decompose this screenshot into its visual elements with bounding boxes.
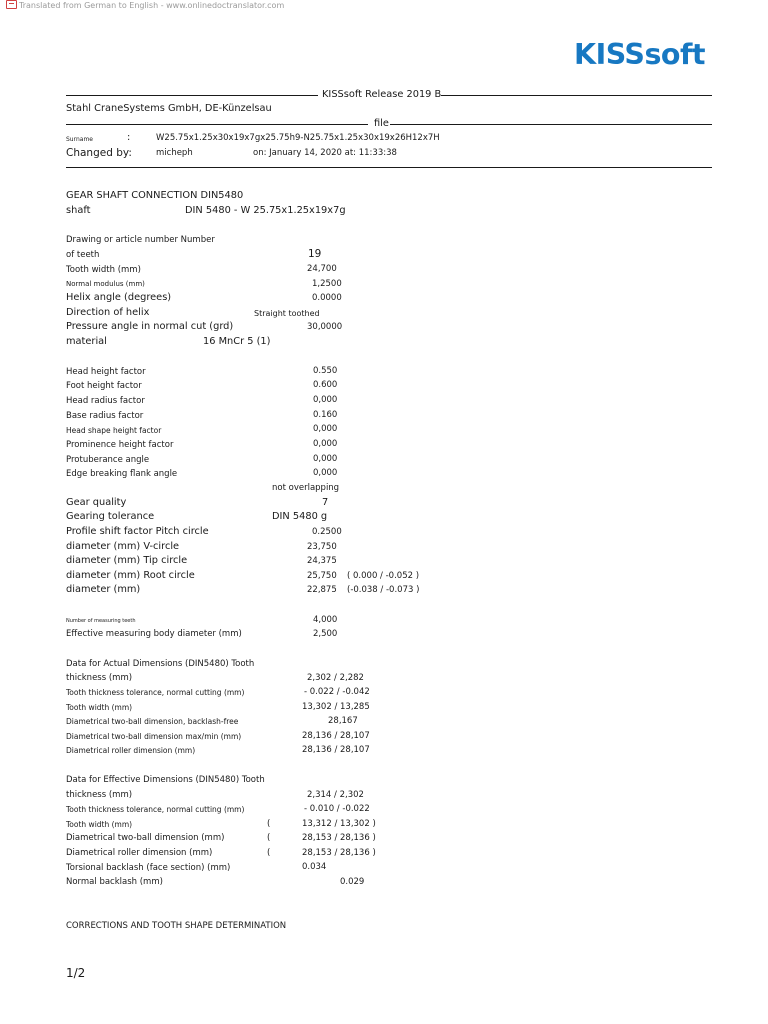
tip-circle-label: diameter (mm) Root circle bbox=[66, 570, 195, 581]
pressure-angle-value: 30,0000 bbox=[307, 322, 343, 332]
material-label: material bbox=[66, 336, 107, 347]
surname-label: Surname bbox=[66, 136, 93, 143]
shaft-value: DIN 5480 - W 25.75x1.25x19x7g bbox=[185, 205, 346, 216]
helix-angle-label: Helix angle (degrees) bbox=[66, 292, 172, 303]
corrections-title: CORRECTIONS AND TOOTH SHAPE DETERMINATION bbox=[66, 921, 287, 931]
effective-row-label: thickness (mm) bbox=[66, 790, 133, 800]
shaft-label: shaft bbox=[66, 205, 91, 216]
actual-title: Data for Actual Dimensions (DIN5480) Tooth bbox=[66, 659, 255, 669]
effective-row-value: 28,153 / 28,136 ) bbox=[302, 833, 376, 843]
company-name: Stahl CraneSystems GmbH, DE-Künzelsau bbox=[66, 103, 272, 114]
pressure-angle-label: Pressure angle in normal cut (grd) bbox=[66, 321, 234, 332]
measuring-teeth-label: Number of measuring teeth bbox=[66, 618, 136, 624]
factor-value: 0,000 bbox=[313, 395, 338, 405]
actual-row-label: Tooth thickness tolerance, normal cutting (mm) bbox=[66, 688, 245, 697]
normal-modulus-label: Normal modulus (mm) bbox=[66, 280, 145, 288]
profile-shift-label: Profile shift factor Pitch circle bbox=[66, 526, 209, 537]
rule-file-left bbox=[66, 124, 368, 125]
actual-row-label: Diametrical two-ball dimension, backlash-free bbox=[66, 717, 239, 726]
measuring-diameter-value: 2,500 bbox=[313, 629, 338, 639]
effective-row-label: Tooth thickness tolerance, normal cutting (mm) bbox=[66, 805, 245, 814]
factor-label: Base radius factor bbox=[66, 411, 144, 421]
effective-row-value: 28,153 / 28,136 ) bbox=[302, 848, 376, 858]
gear-quality-value: 7 bbox=[322, 497, 329, 508]
actual-row-value: 13,302 / 13,285 bbox=[302, 702, 370, 712]
changed-by-label: Changed by: bbox=[66, 147, 132, 159]
rule-file-right bbox=[390, 124, 712, 125]
gearing-tolerance-value: DIN 5480 g bbox=[272, 511, 328, 522]
effective-row-value: 2,314 / 2,302 bbox=[307, 790, 364, 800]
kisssoft-logo: KISSsoft bbox=[574, 38, 706, 71]
effective-row-label: Diametrical two-ball dimension (mm) bbox=[66, 833, 225, 843]
drawing-number-label: Drawing or article number Number bbox=[66, 235, 215, 245]
effective-title: Data for Effective Dimensions (DIN5480) Tooth bbox=[66, 775, 265, 785]
actual-row-label: Tooth width (mm) bbox=[66, 703, 133, 712]
factor-label: Foot height factor bbox=[66, 381, 142, 391]
v-circle-value: 24,375 bbox=[307, 556, 337, 566]
actual-row-value: 28,136 / 28,107 bbox=[302, 731, 370, 741]
page-number: 1/2 bbox=[66, 966, 86, 980]
factor-label: Protuberance angle bbox=[66, 455, 150, 465]
release-text: KISSsoft Release 2019 B bbox=[322, 89, 442, 100]
gearing-tolerance-label: Gearing tolerance bbox=[66, 511, 155, 522]
tip-circle-tolerance: ( 0.000 / -0.052 ) bbox=[347, 571, 420, 581]
changed-on: on: January 14, 2020 at: 11:33:38 bbox=[253, 148, 397, 158]
teeth-value: 19 bbox=[308, 248, 322, 260]
translator-icon bbox=[6, 0, 17, 9]
factor-value: 0.600 bbox=[313, 380, 338, 390]
actual-row-label: Diametrical two-ball dimension max/min (mm) bbox=[66, 732, 242, 741]
actual-row-label: Diametrical roller dimension (mm) bbox=[66, 746, 196, 755]
translation-banner[interactable] bbox=[6, 0, 284, 10]
factor-value: 0,000 bbox=[313, 439, 338, 449]
surname-value: W25.75x1.25x30x19x7gx25.75h9-N25.75x1.25x30x19x26H12x7H bbox=[156, 133, 440, 143]
factor-label: Prominence height factor bbox=[66, 440, 174, 450]
pitch-diameter-label: diameter (mm) V-circle bbox=[66, 541, 180, 552]
effective-row-paren: ( bbox=[267, 833, 271, 843]
effective-row-paren: ( bbox=[267, 819, 271, 829]
helix-angle-value: 0.0000 bbox=[312, 293, 342, 303]
tip-circle-value: 25,750 bbox=[307, 571, 337, 581]
changed-by-value: micheph bbox=[156, 148, 193, 158]
helix-direction-label: Direction of helix bbox=[66, 307, 150, 318]
actual-row-value: 2,302 / 2,282 bbox=[307, 673, 364, 683]
effective-row-paren: ( bbox=[267, 848, 271, 858]
helix-direction-value: Straight toothed bbox=[254, 309, 320, 318]
not-overlapping: not overlapping bbox=[272, 483, 340, 493]
teeth-label: of teeth bbox=[66, 250, 100, 260]
measuring-diameter-label: Effective measuring body diameter (mm) bbox=[66, 629, 242, 639]
factor-value: 0.550 bbox=[313, 366, 338, 376]
actual-row-value: 28,167 bbox=[328, 716, 358, 726]
v-circle-label: diameter (mm) Tip circle bbox=[66, 555, 188, 566]
factor-value: 0,000 bbox=[313, 424, 338, 434]
profile-shift-value: 0.2500 bbox=[312, 527, 342, 537]
root-circle-value: 22,875 bbox=[307, 585, 337, 595]
measuring-teeth-value: 4,000 bbox=[313, 615, 338, 625]
effective-row-value: 13,312 / 13,302 ) bbox=[302, 819, 376, 829]
rule-release-left bbox=[66, 95, 318, 96]
file-label: file bbox=[374, 118, 389, 129]
effective-row-label: Tooth width (mm) bbox=[66, 820, 133, 829]
effective-row-value: 0.029 bbox=[340, 877, 365, 887]
effective-row-label: Normal backlash (mm) bbox=[66, 877, 163, 887]
effective-row-value: - 0.010 / -0.022 bbox=[304, 804, 370, 814]
factor-label: Head height factor bbox=[66, 367, 146, 377]
root-circle-label: diameter (mm) bbox=[66, 584, 141, 595]
actual-row-label: thickness (mm) bbox=[66, 673, 133, 683]
effective-row-value: 0.034 bbox=[302, 862, 327, 872]
factor-value: 0,000 bbox=[313, 468, 338, 478]
pitch-diameter-value: 23,750 bbox=[307, 542, 337, 552]
rule-release-right bbox=[441, 95, 712, 96]
effective-row-label: Diametrical roller dimension (mm) bbox=[66, 848, 213, 858]
actual-row-value: - 0.022 / -0.042 bbox=[304, 687, 370, 697]
factor-label: Head shape height factor bbox=[66, 426, 162, 435]
root-circle-tolerance: (-0.038 / -0.073 ) bbox=[347, 585, 420, 595]
factor-value: 0.160 bbox=[313, 410, 338, 420]
section-title: GEAR SHAFT CONNECTION DIN5480 bbox=[66, 190, 244, 201]
factor-label: Edge breaking flank angle bbox=[66, 469, 178, 479]
material-value: 16 MnCr 5 (1) bbox=[203, 336, 271, 347]
factor-label: Head radius factor bbox=[66, 396, 145, 406]
rule-header-bottom bbox=[66, 167, 712, 168]
tooth-width-label: Tooth width (mm) bbox=[66, 265, 141, 275]
normal-modulus-value: 1,2500 bbox=[312, 279, 342, 289]
factor-value: 0,000 bbox=[313, 454, 338, 464]
banner-text: Translated from German to English - www.onlinedoctranslator.com bbox=[19, 1, 285, 10]
tooth-width-value: 24,700 bbox=[307, 264, 337, 274]
surname-colon: : bbox=[127, 132, 131, 143]
effective-row-label: Torsional backlash (face section) (mm) bbox=[66, 863, 231, 873]
actual-row-value: 28,136 / 28,107 bbox=[302, 745, 370, 755]
gear-quality-label: Gear quality bbox=[66, 497, 127, 508]
